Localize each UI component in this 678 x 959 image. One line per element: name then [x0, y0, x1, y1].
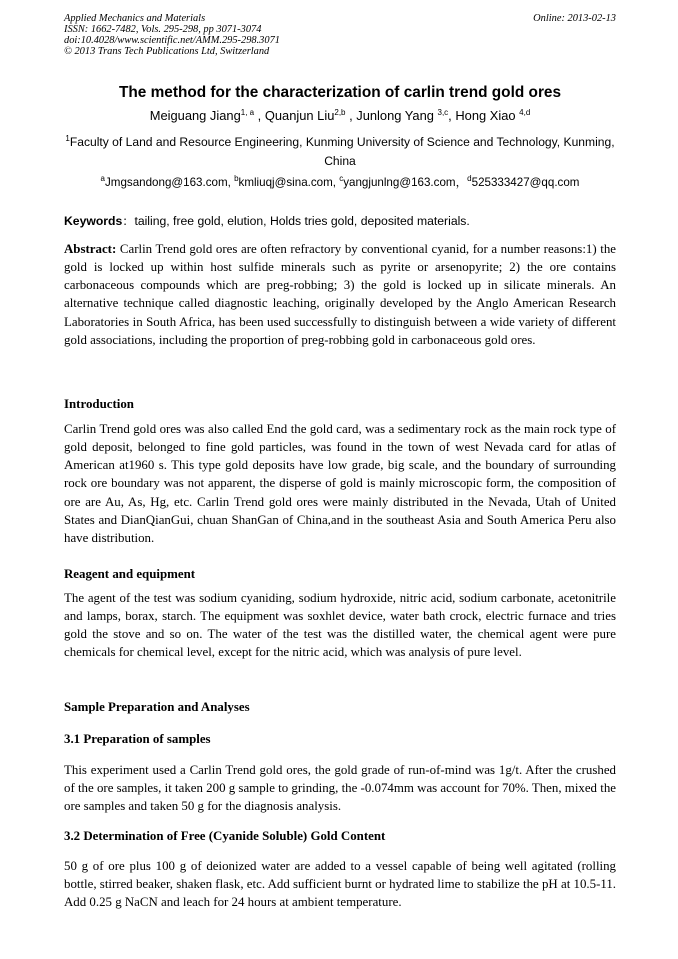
email-address[interactable]: 525333427@qq.com — [471, 176, 580, 189]
journal-name: Applied Mechanics and Materials — [64, 13, 206, 24]
author-name: Quanjun Liu — [264, 108, 335, 123]
email-address[interactable]: kmliuqj@sina.com — [238, 176, 333, 189]
section-heading-introduction: Introduction — [64, 397, 134, 411]
section-heading-sample-preparation: Sample Preparation and Analyses — [64, 700, 250, 714]
author-list: Meiguang Jiang$^{1, a}$ , Quanjun Liu$^{2,b}$ , Junlong Yang $^{3,c}$, Hong Xiao $^{4,d}$ — [149, 108, 531, 123]
affiliation-text: Faculty of Land and Resource Engineering, Kunming University of Science and Technology, Kunming, China — [69, 135, 615, 168]
subsection-heading-free-gold: 3.2 Determination of Free (Cyanide Soluble) Gold Content — [64, 829, 386, 843]
subsection-text-preparation: This experiment used a Carlin Trend gold ores, the gold grade of run-of-mind was 1g/t. After the crushed of the ore samples, it taken 200 g sample to grinding, the -0.074mm was account for 70%. Then, mixed the ore samples and taken 50 g for the diagnosis analysis. — [64, 763, 616, 814]
email-separator: , — [227, 176, 235, 189]
journal-issn: ISSN: 1662-7482, Vols. 295-298, pp 3071-3074 — [64, 24, 262, 35]
email-mark: d — [467, 174, 472, 183]
email-address[interactable]: Jmgsandong@163.com — [105, 176, 228, 189]
affiliation — [64, 133, 616, 171]
journal-copyright: © 2013 Trans Tech Publications Ltd, Switzerland — [64, 46, 270, 57]
keywords-separator: ： — [122, 214, 135, 228]
abstract-text: Carlin Trend gold ores are often refractory by conventional cyanid, for a number reasons:1) the gold is locked up within host sulfide minerals such as pyrite or arsenopyrite; 2) the ore contains carbonaceous compounds which are preg-robbing; 3) the gold is locked up in silicate minerals. An alternative technique called diagnostic leaching, originally developed by the Anglo American Research Laboratories in South Africa, has been used successfully to distinguish between a wide variety of different gold associations, including the proportion of preg-robbing gold in carbonaceous gold ores. — [64, 242, 616, 347]
author-affiliation-mark: 3,c — [437, 108, 449, 117]
author-name: Hong Xiao — [455, 108, 516, 123]
email-list — [64, 176, 616, 190]
email-separator: ， — [455, 176, 468, 189]
journal-doi: doi:10.4028/www.scientific.net/AMM.295-298.3071 — [64, 35, 280, 46]
section-text-reagent: The agent of the test was sodium cyaniding, sodium hydroxide, nitric acid, sodium carbonate, acetonitrile and lamps, borax, starch. The equipment was soxhlet device, water bath crock, electric furnace and tries gold the stove and so on. The water of the test was the distilled water, the chemical agent were pure chemicals for chemical level, except for the nitric acid, which was analysis of pure level. — [64, 591, 616, 660]
keywords-text: tailing, free gold, elution, Holds tries gold, deposited materials. — [134, 214, 470, 228]
email-address[interactable]: yangjunlng@163.com — [343, 176, 456, 189]
author-affiliation-mark: 2,b — [334, 108, 346, 117]
section-text-introduction: Carlin Trend gold ores was also called End the gold card, was a sedimentary rock as the main rock type of gold deposit, belonged to fine gold particles, was found in the town of west Nevada card for atlas of American at1960 s. This type gold deposits have low grade, big scale, and the boundary of surrounding rock ore boundary was not apparent, the disperse of gold is mainly microscopic form, the composition of ore are Au, As, Hg, etc. Carlin Trend gold ores were mainly distributed in the Nevada, Utah of United States and DianQianGui, chuan ShanGan of China,and in the southeast Asia and South America Peru also have distribution. — [64, 422, 616, 545]
author-name: Meiguang Jiang — [149, 108, 241, 123]
keywords-label: Keywords — [64, 214, 123, 228]
email-mark: c — [339, 174, 344, 183]
author-affiliation-mark: 4,d — [519, 108, 531, 117]
email-mark: b — [234, 174, 239, 183]
online-date: Online: 2013-02-13 — [533, 13, 616, 24]
abstract — [64, 240, 616, 349]
affiliation-mark: 1 — [65, 134, 70, 143]
email-separator: , — [332, 176, 340, 189]
author-affiliation-mark: 1, a — [240, 108, 255, 117]
author-name: Junlong Yang — [356, 108, 434, 123]
abstract-label: Abstract: — [64, 242, 117, 256]
subsection-text-free-gold: 50 g of ore plus 100 g of deionized water are added to a vessel capable of being well agitated (rolling bottle, stirred beaker, shaken flask, etc. Add sufficient burnt or hydrated lime to stabilize the pH at 10.5-11. Add 0.25 g NaCN and leach for 24 hours at ambient temperature. — [64, 859, 616, 910]
subsection-heading-preparation: 3.1 Preparation of samples — [64, 732, 211, 746]
section-heading-reagent: Reagent and equipment — [64, 567, 196, 581]
journal-header — [64, 13, 616, 57]
paper-title: The method for the characterization of carlin trend gold ores — [118, 84, 562, 101]
email-mark: a — [100, 174, 105, 183]
keywords — [64, 214, 616, 229]
